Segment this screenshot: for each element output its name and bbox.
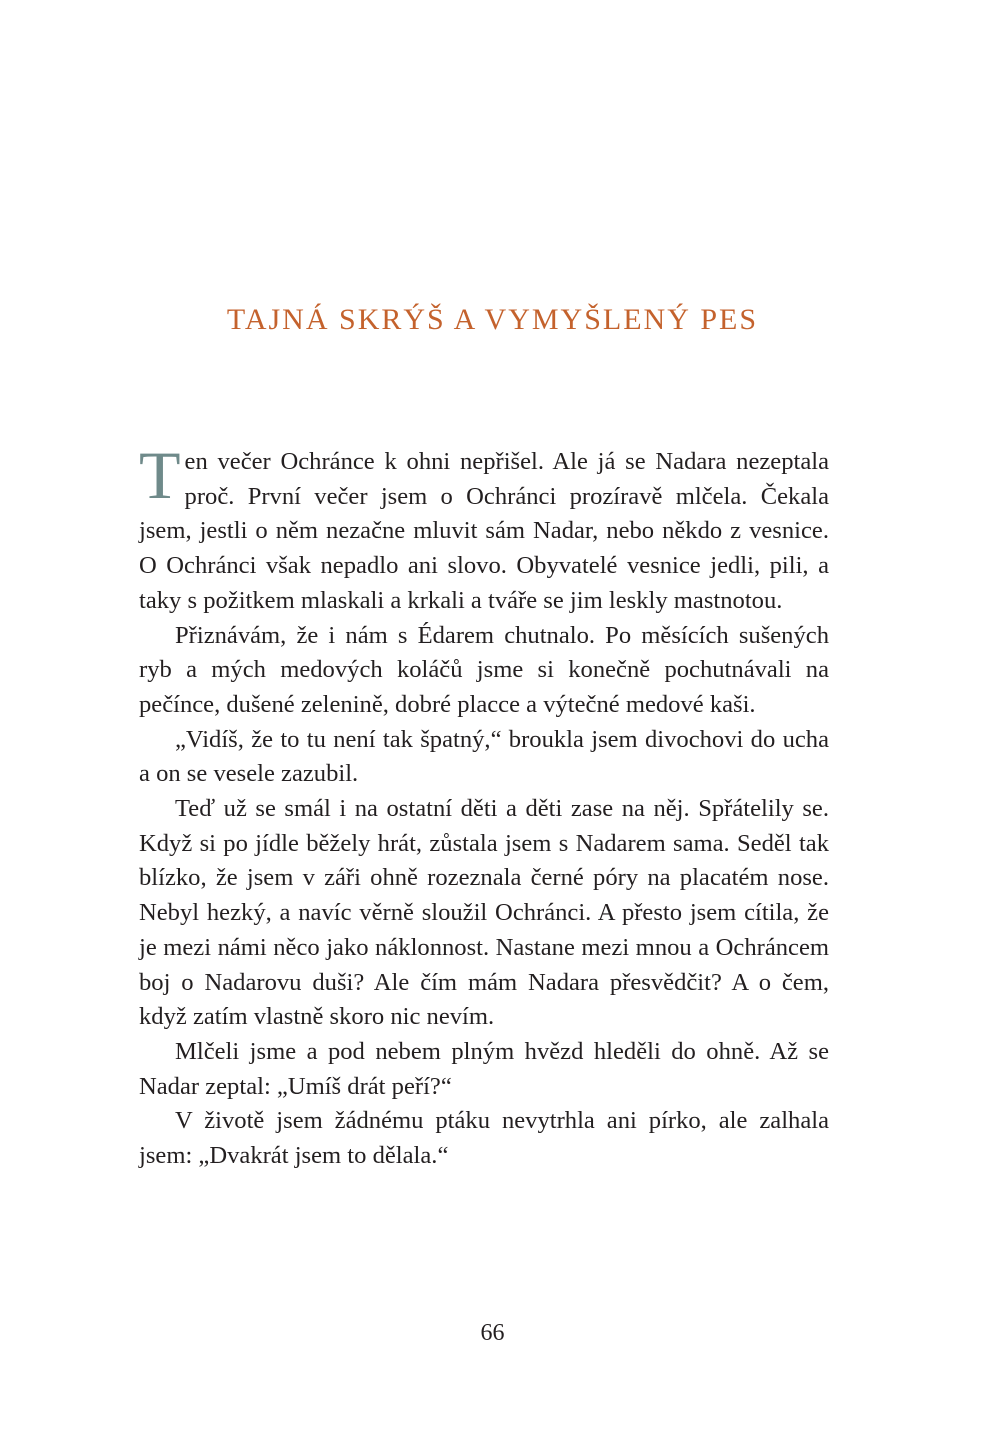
page-number: 66 bbox=[480, 1320, 505, 1346]
drop-cap: T bbox=[139, 437, 181, 513]
chapter-title: TAJNÁ SKRÝŠ A VYMYŠLENÝ PES bbox=[226, 303, 759, 336]
paragraph-text: en večer Ochránce k ohni nepřišel. Ale já se Nadara nezeptala proč. První večer jsem o Ochránci prozíravě mlčela. Čekala jsem, jestli o něm nezačne mluvit sám Nadar, nebo někdo z vesnice. O Ochránci však nepadlo ani slovo. Obyvatelé vesnice jedli, pili, a taky s požitkem mlaskali a krkali a tváře se jim leskly mastnotou. bbox=[139, 448, 829, 614]
paragraph: Přiznávám, že i nám s Édarem chutnalo. Po měsících sušených ryb a mých medových koláčů jsme si konečně pochutnávali na pečínce, dušené zelenině, dobré placce a výtečné medové kaši. bbox=[139, 621, 829, 718]
body-text bbox=[139, 437, 829, 1174]
paragraph: Teď už se smál i na ostatní děti a děti zase na něj. Spřátelily se. Když si po jídle běžely hrát, zůstala jsem s Nadarem sama. Seděl tak blízko, že jsem v záři ohně rozeznala černé póry na placatém nose. Nebyl hezký, a navíc věrně sloužil Ochránci. A přesto jsem cítila, že je mezi námi něco jako náklonnost. Nastane mezi mnou a Ochráncem boj o Nadarovu duši? Ale čím mám Nadara přesvědčit? A o čem, když zatím vlastně skoro nic nevím. bbox=[139, 795, 829, 1031]
paragraph bbox=[139, 437, 829, 619]
paragraph: Mlčeli jsme a pod nebem plným hvězd hleděli do ohně. Až se Nadar zeptal: „Umíš drát peří?“ bbox=[139, 1037, 829, 1100]
paragraph: V životě jsem žádnému ptáku nevytrhla ani pírko, ale zalhala jsem: „Dvakrát jsem to dělala.“ bbox=[139, 1107, 829, 1170]
paragraph: „Vidíš, že to tu není tak špatný,“ broukla jsem divochovi do ucha a on se vesele zazubil. bbox=[139, 725, 829, 788]
